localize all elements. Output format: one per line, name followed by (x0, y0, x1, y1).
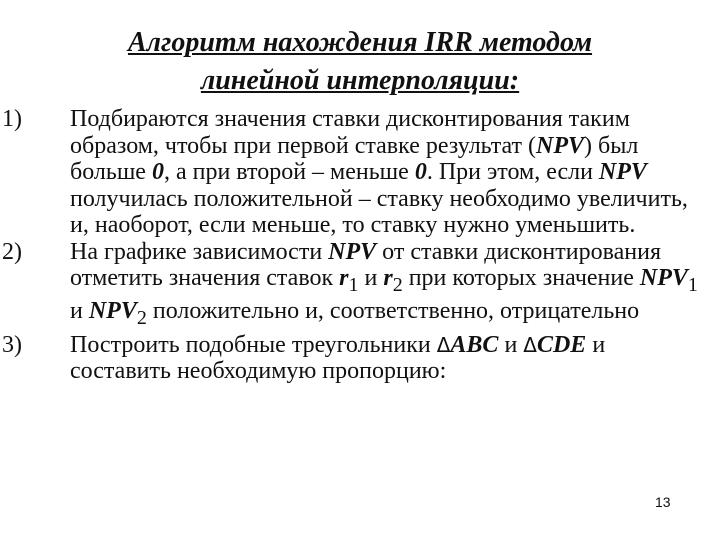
title-line-2: линейной интерполяции: (200, 65, 520, 96)
step-1 (0, 106, 720, 239)
npv-term: NPV (598, 159, 647, 185)
text-run: ) был больше (70, 132, 639, 185)
triangle-abc: ABC (450, 331, 499, 358)
step-text (70, 239, 710, 332)
triangle-symbol: Δ (436, 332, 451, 357)
triangle-symbol: Δ (523, 332, 537, 357)
step-number: 1) (2, 106, 22, 132)
npv-term: NPV (536, 132, 585, 159)
slide-title (60, 24, 660, 100)
text-run: и (498, 331, 524, 358)
step-number: 3) (2, 331, 22, 358)
step-2 (0, 239, 720, 332)
step-text (70, 106, 710, 239)
subscript: 1 (348, 273, 359, 296)
text-run: Подбираются значения ставки дисконтирования таким образом, чтобы при первой ставке результат ( (70, 106, 630, 159)
step-number: 2) (2, 238, 22, 265)
npv-term: NPV (639, 265, 688, 291)
text-run: при которых значение (402, 265, 640, 291)
zero-term: 0 (151, 159, 164, 185)
text-run: положительно и, соответственно, отрицательно (146, 298, 640, 325)
subscript: 1 (687, 273, 698, 296)
step-3 (0, 332, 720, 385)
text-run: Построить подобные треугольники (70, 331, 437, 358)
rate-term: r (339, 265, 349, 291)
npv-term: NPV (328, 238, 377, 265)
subscript: 2 (136, 307, 147, 330)
npv-term: NPV (88, 298, 137, 325)
zero-term: 0 (414, 159, 427, 185)
subscript: 2 (392, 273, 403, 296)
page-number: 13 (655, 494, 671, 510)
text-run: и составить необходимую пропорцию: (70, 331, 606, 385)
text-run: . При этом, если (426, 159, 599, 185)
title-line-1: Алгоритм нахождения IRR методом (127, 27, 593, 58)
text-run: получилась положительной – ставку необходимо увеличить, и, наоборот, если меньше, то ставку нужно уменьшить. (70, 185, 688, 238)
text-run: и (358, 265, 384, 291)
step-text (70, 332, 710, 385)
text-run: от ставки дисконтирования отметить значения ставок (70, 238, 661, 291)
text-run: На графике зависимости (70, 238, 329, 265)
text-run: , а при второй – меньше (163, 159, 415, 185)
rate-term: r (383, 265, 393, 291)
triangle-cde: CDE (536, 331, 587, 358)
text-run: и (70, 298, 89, 325)
steps-list (0, 106, 720, 385)
